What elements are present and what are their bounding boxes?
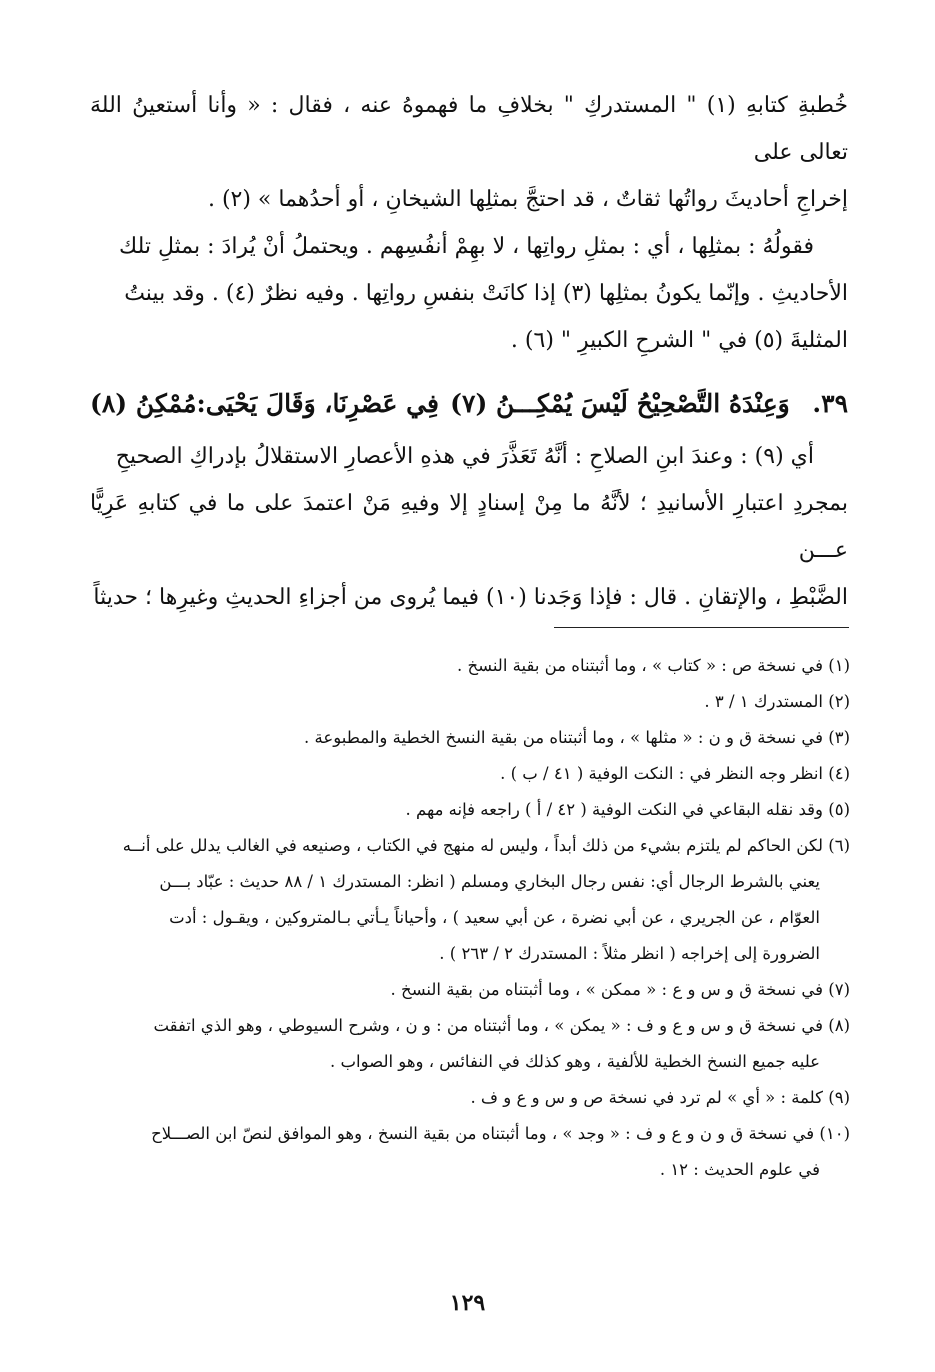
footnote-5: (٥) وقد نقله البقاعي في النكت الوفية ( ٤٢ / أ ) راجعه فإنه مهم . (405, 800, 850, 819)
verse-hemistich-1: وَعِنْدَهُ التَّصْحِيْحُ لَيْسَ يُمْكِـــنُ (٧) (450, 389, 790, 418)
footnote-continuation: العوّام ، عن الجريري ، عن أبي نضرة ، عن أبي سعيد ) ، وأحياناً يـأتي بـالمتروكين ، ويقـول : أدت (169, 908, 820, 927)
footnotes (90, 648, 850, 1188)
footnote-4: (٤) انظر وجه النظر في : النكت الوفية ( ٤١ / ب ) . (500, 764, 850, 783)
page-number: ١٢٩ (449, 1290, 486, 1316)
paragraph-2 (90, 223, 848, 364)
footnote-6: (٦) لكن الحاكم لم يلتزم بشيء من ذلك أبداً ، وليس له منهج في الكتاب ، وصنيعه في الغالب يدلل على أنــه يعني بالشرط الرجال أي: نفس رجال البخاري ومسلم ( انظر: المستدرك ١ / ٨٨ حديث : عبّاد بـــن العوّام ، عن الجريري ، عن أبي نضرة ، عن أبي سعيد ) ، وأحياناً يـأتي بـالمتروكين ، ويقـول : أدت الضرورة إلى إخراجه ( انظر مثلاً : المستدرك ٢ / ٢٦٣ ) . (90, 828, 850, 972)
text-line: بمجردِ اعتبارِ الأسانيدِ ؛ لأنَّهُ ما مِنْ إسنادٍ إلا وفيهِ مَنْ اعتمدَ على ما في كتابهِ عَرِيًّا عـــن (90, 491, 848, 563)
text-line: المثليةَ (٥) في " الشرحِ الكبيرِ " (٦) . (510, 328, 848, 353)
verse-hemistich-2: فِي عَصْرِنَا، وَقَالَ يَحْيَى:مُمْكِنُ (٨) (90, 389, 439, 418)
footnote-3: (٣) في نسخة ق و ن : « مثلها » ، وما أثبتناه من بقية النسخ الخطية والمطبوعة . (304, 728, 850, 747)
footnote-8: (٨) في نسخة ق و س و ع و ف : « يمكن » ، وما أثبتناه من : و ن ، وشرح السيوطي ، وهو الذي اتفقت عليه جميع النسخ الخطية للألفية ، وهو كذلك في النفائس ، وهو الصواب . (90, 1008, 850, 1080)
text-line: أي (٩) : وعندَ ابنِ الصلاحِ : أنَّهُ تَعَذَّرَ في هذهِ الأعصارِ الاستقلالُ بإدراكِ الصحيحِ (115, 444, 814, 469)
footnote-separator (554, 627, 849, 628)
footnote-1: (١) في نسخة ص : « كتاب » ، وما أثبتناه من بقية النسخ . (456, 656, 850, 675)
footnote-continuation: يعني بالشرط الرجال أي: نفس رجال البخاري ومسلم ( انظر: المستدرك ١ / ٨٨ حديث : عبّاد بـــن (159, 872, 820, 891)
verse-number: ٣٩. (812, 389, 848, 418)
footnote-9: (٩) كلمة : « أي » لم ترد في نسخة ص و س و ع و ف . (470, 1088, 850, 1107)
verse-line (90, 380, 848, 427)
text-line: إخراجِ أحاديثَ رواتُها ثقاتٌ ، قد احتجَّ بمثلِها الشيخانِ ، أو أحدُهما » (٢) . (207, 187, 848, 212)
footnote-2: (٢) المستدرك ١ / ٣ . (704, 692, 850, 711)
text-line: فقولُهُ : بمثلِها ، أي : بمثلِ رواتِها ، لا بهِمْ أنفُسِهم . ويحتملُ أنْ يُرادَ : بمثلِ تلك (119, 234, 814, 259)
paragraph-1 (90, 82, 848, 223)
main-text (90, 82, 848, 621)
footnote-continuation: الضرورة إلى إخراجه ( انظر مثلاً : المستدرك ٢ / ٢٦٣ ) . (439, 944, 820, 963)
footnote-10: (١٠) في نسخة ق و ن و ع و ف : « وجد » ، وما أثبتناه من بقية النسخ ، وهو الموافق لنصّ ابن الصـــلاح في علوم الحديث : ١٢ . (90, 1116, 850, 1188)
text-line: الأحاديثِ . وإنّما يكونُ بمثلِها (٣) إذا كانَتْ بنفسِ رواتِها . وفيه نظرٌ (٤) . وقد بينتُ (124, 281, 848, 306)
footnote-continuation: في علوم الحديث : ١٢ . (659, 1160, 820, 1179)
text-line: خُطبةِ كتابهِ (١) " المستدركِ " بخلافِ ما فهموهُ عنه ، فقال : « وأنا أستعينُ اللهَ تعالى على (90, 93, 848, 165)
text-line: الضَّبْطِ ، والإتقانِ . قال : فإذا وَجَدنا (١٠) فيما يُروى من أجزاءِ الحديثِ وغيرِها ؛ حديثاً (93, 585, 848, 610)
footnote-continuation: عليه جميع النسخ الخطية للألفية ، وهو كذلك في النفائس ، وهو الصواب . (330, 1052, 820, 1071)
paragraph-3 (90, 433, 848, 621)
footnote-7: (٧) في نسخة ق و س و ع : « ممكن » ، وما أثبتناه من بقية النسخ . (390, 980, 850, 999)
